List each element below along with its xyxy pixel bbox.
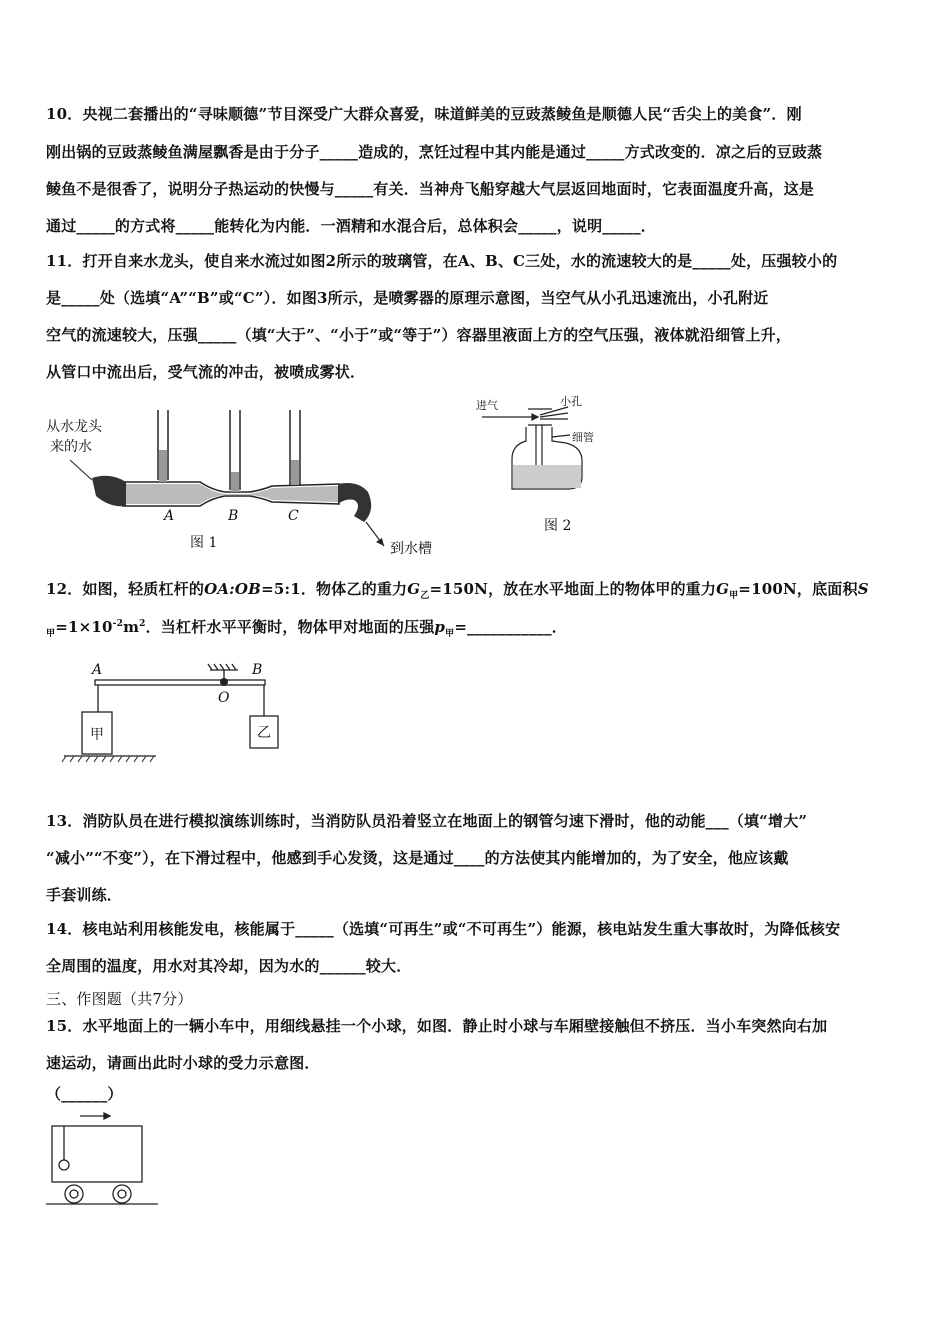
q10-line-3: 鲮鱼不是很香了，说明分子热运动的快慢与_____有关．当神舟飞船穿越大气层返回地面时，它表面温度升高，这是 [46,180,815,198]
q10-line-4: 通过_____的方式将_____能转化为内能．一酒精和水混合后，总体积会_____，说明_____． [46,217,657,235]
lever-label-a: A [92,662,103,678]
q12-text-7: ．当杠杆水平平衡时，物体甲对地面的压强 [145,618,435,636]
q12-exp-2: 2 [139,619,146,629]
q13-line-2: “减小”“不变”），在下滑过程中，他感到手心发烫，这是通过____的方法使其内能增加的，为了安全，他应该戴 [46,849,789,867]
lever-label-o: O [218,690,230,706]
q13-line-3: 手套训练． [46,886,123,904]
pipe-figure [40,400,460,560]
lever-label-b: B [252,662,263,678]
q11-line-3: 空气的流速较大，压强_____（填“大于”、“小于”或“等于”）容器里液面上方的空气压强，液体就沿细管上升， [46,326,792,344]
q10-line-2: 刚出锅的豆豉蒸鲮鱼满屋飘香是由于分子_____造成的，烹饪过程中其内能是通过_____方式改变的．凉之后的豆豉蒸 [46,143,823,161]
pipe-drain-label: 到水槽 [390,541,432,557]
q12-ratio: OA:OB [204,580,262,598]
q12-sub-jia: 甲 [729,591,739,601]
q12-text-3: =150N，放在水平地面上的物体甲的重力 [429,580,717,598]
q12-p: p [434,618,446,636]
pipe-label-c: C [288,508,299,524]
q14-line-2: 全周围的温度，用水对其冷却，因为水的______较大． [46,957,412,975]
q15-line-2: 速运动，请画出此时小球的受力示意图． [46,1054,320,1072]
sprayer-air-label: 进气 [476,399,498,412]
q11-line-2: 是_____处（选填“A”“B”或“C”）．如图3所示，是喷雾器的原理示意图，当空气从小孔迅速流出，小孔附近 [46,289,769,307]
q12-g-jia: G [716,580,730,598]
pipe-label-b: B [228,508,239,524]
q12-text-8: =___________． [454,618,567,636]
q11-line-4: 从管口中流出后，受气流的冲击，被喷成雾状． [46,363,366,381]
q14-line-1: 14．核电站利用核能发电，核能属于_____（选填“可再生”或“不可再生”）能源，核电站发生重大事故时，为降低核安 [46,920,841,938]
section-heading: 三、作图题（共7分） [46,990,193,1008]
lever-figure [60,660,300,770]
q12-text-2: =5:1．物体乙的重力 [261,580,408,598]
q10-line-1: 10．央视二套播出的“寻味顺德”节目深受广大群众喜爱，味道鲜美的豆豉蒸鲮鱼是顺德人民“舌尖上的美食”．刚 [46,105,802,123]
q11-line-1: 11．打开自来水龙头，使自来水流过如图2所示的玻璃管，在A、B、C三处，水的流速较大的是_____处，压强较小的 [46,252,838,270]
sprayer-caption: 图 2 [544,518,572,534]
q12-line-1 [46,578,869,601]
q12-text-4: =100N，底面积 [738,580,858,598]
q12-line-2 [46,616,567,639]
q12-text-1: 12．如图，轻质杠杆的 [46,580,205,598]
sprayer-tube-label: 细管 [572,431,594,444]
q12-s: S [857,580,869,598]
q13-line-1: 13．消防队员在进行模拟演练训练时，当消防队员沿着竖立在地面上的钢管匀速下滑时，他的动能___（填“增大” [46,812,808,830]
pipe-caption: 图 1 [190,535,218,551]
q12-sub-jia-2: 甲 [46,629,56,639]
pipe-label-a: A [164,508,175,524]
q12-g-yi: G [407,580,421,598]
q12-text-6: m [123,618,140,636]
pipe-source-label-1: 从水龙头 [46,419,102,435]
pipe-source-label-2: 来的水 [50,439,92,455]
cart-figure [44,1110,164,1210]
q12-exp-1: -2 [112,619,124,629]
q12-sub-yi: 乙 [420,591,430,601]
sprayer-hole-label: 小孔 [560,395,582,408]
lever-label-yi: 乙 [257,725,271,741]
lever-label-jia: 甲 [90,727,104,743]
q12-sub-jia-3: 甲 [445,629,455,639]
q12-text-5: =1×10 [55,618,113,636]
q15-answer-blank: （______） [46,1085,123,1103]
sprayer-figure [472,393,622,543]
q15-line-1: 15．水平地面上的一辆小车中，用细线悬挂一个小球，如图．静止时小球与车厢壁接触但不挤压．当小车突然向右加 [46,1017,828,1035]
